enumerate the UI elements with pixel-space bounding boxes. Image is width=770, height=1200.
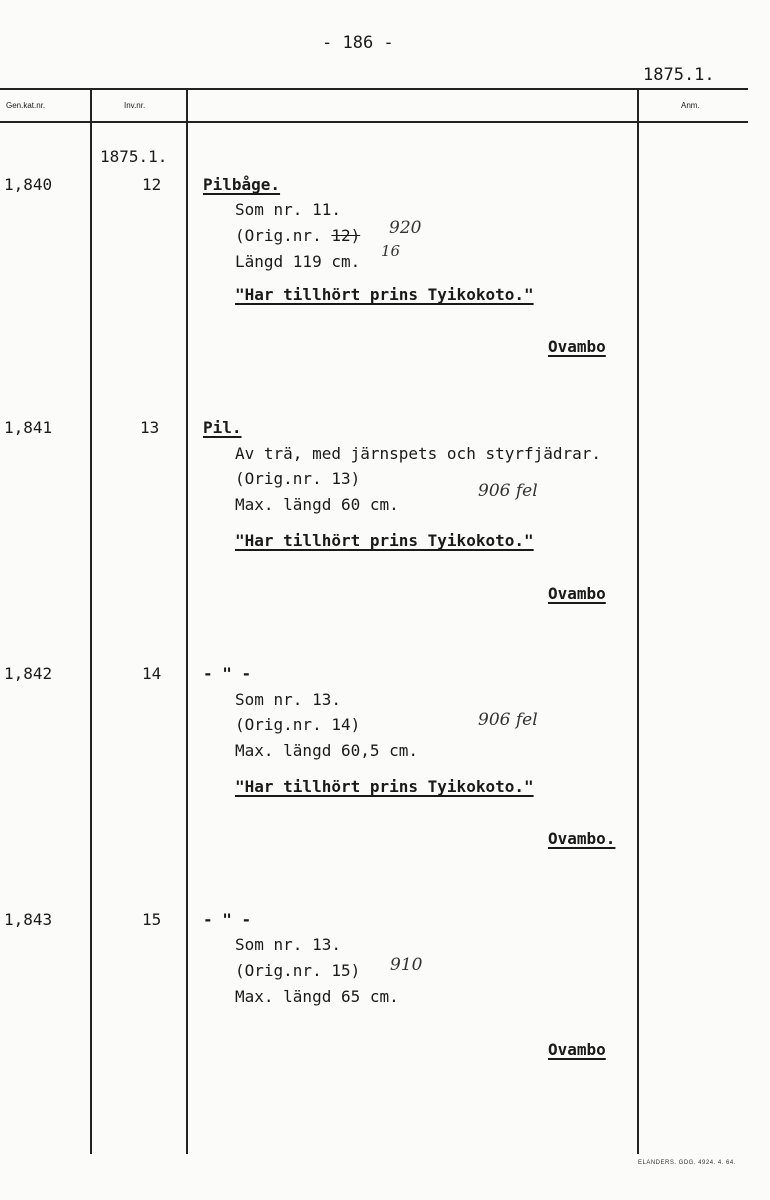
entry-4-place: Ovambo [548,1040,606,1059]
entry-4-orig: (Orig.nr. 15) [235,961,361,980]
header-genkat: Gen.kat.nr. [6,101,46,110]
entry-4-line1: Som nr. 13. [235,935,341,954]
entry-2-dimensions: Max. längd 60 cm. [235,495,399,514]
column-divider-1 [90,88,92,1154]
entry-2-handwritten-note: 906 fel [478,481,538,501]
year-heading: 1875.1. [643,65,715,85]
entry-3-orig: (Orig.nr. 14) [235,715,361,734]
entry-3-inv-nr: 14 [142,664,162,683]
header-top-rule [0,88,748,90]
entry-1-gen-nr: 1,840 [4,175,53,194]
column-divider-3 [637,88,639,1154]
entry-2-line1: Av trä, med järnspets och styrfjädrar. [235,444,602,463]
entry-4-handwritten-note: 910 [390,955,423,975]
entry-3-title: - " - [203,664,252,683]
entry-1-inv-nr: 12 [142,175,162,194]
header-bottom-rule [0,121,748,123]
entry-1-orig-struck: 12) [331,226,361,245]
entry-3-dimensions: Max. längd 60,5 cm. [235,741,419,760]
entry-1-line1: Som nr. 11. [235,200,341,219]
header-invnr: Inv.nr. [124,101,146,110]
entry-3-gen-nr: 1,842 [4,664,53,683]
entry-1-orig [235,226,360,245]
entry-4-title: - " - [203,910,252,929]
entry-3-place: Ovambo. [548,829,616,848]
entry-2-place: Ovambo [548,584,606,603]
page-number: - 186 - [322,33,394,53]
entry-1-handwritten-16: 16 [381,242,401,260]
entry-3-handwritten-note: 906 fel [478,710,538,730]
entry-4-inv-nr: 15 [142,910,162,929]
entry-2-orig: (Orig.nr. 13) [235,469,361,488]
entry-3-quote: "Har tillhört prins Tyikokoto." [235,777,534,796]
entry-1-handwritten-920: 920 [389,218,422,238]
entry-4-gen-nr: 1,843 [4,910,53,929]
header-anm: Anm. [681,101,700,110]
entry-2-title: Pil. [203,418,242,437]
column-divider-2 [186,88,188,1154]
entry-3-line1: Som nr. 13. [235,690,341,709]
entry-1-dimensions: Längd 119 cm. [235,252,361,271]
entry-1-title: Pilbåge. [203,175,281,194]
year-column-label: 1875.1. [100,147,168,166]
printer-footer: ELANDERS. GDG. 4924. 4. 64. [638,1160,736,1166]
entry-2-quote: "Har tillhört prins Tyikokoto." [235,531,534,550]
entry-1-orig-prefix: (Orig.nr. [235,226,332,245]
entry-4-dimensions: Max. längd 65 cm. [235,987,399,1006]
entry-1-quote: "Har tillhört prins Tyikokoto." [235,285,534,304]
entry-1-place: Ovambo [548,337,606,356]
entry-2-gen-nr: 1,841 [4,418,53,437]
entry-2-inv-nr: 13 [140,418,160,437]
